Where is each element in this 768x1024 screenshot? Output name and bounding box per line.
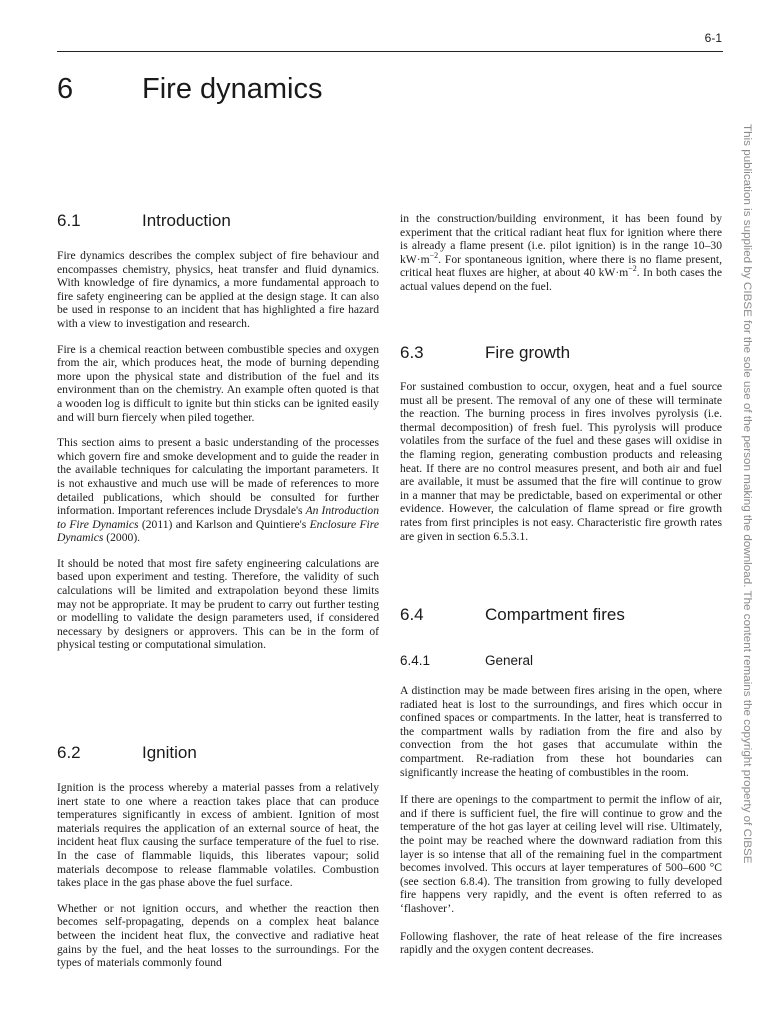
top-rule bbox=[57, 51, 723, 52]
book-title: An Introduction to Fire Dynamics bbox=[57, 504, 379, 531]
chapter-number: 6 bbox=[57, 73, 74, 105]
paragraph: For sustained combustion to occur, oxygen, heat and a fuel source must all be present. The removal of any one of these will terminate the reaction. The burning process in fires involves pyrolysis (i.e. thermal decomposition) of fresh fuel. This pyrolysis will produce volatiles from the surface of the fuel and these gases will oxidise in the flaming region, generating combustion products and releasing heat. If there are no control measures present, and both air and fuel are available, it must be assumed that the fire will continue to grow in a manner that may be predictable, based on experimental or other evidence. However, the calculation of flame spread or fire growth rates from first principles is not easy. Characteristic fire growth rates are given in section 6.5.3.1. bbox=[400, 380, 722, 543]
section-title: Ignition bbox=[142, 743, 197, 762]
page-number: 6-1 bbox=[704, 31, 722, 45]
section-6-2-body bbox=[57, 781, 379, 970]
text-run: (2000). bbox=[103, 531, 141, 545]
paragraph: Following flashover, the rate of heat release of the fire increases rapidly and the oxygen content decreases. bbox=[400, 929, 722, 957]
exponent: −2 bbox=[628, 264, 637, 274]
copyright-sidebar bbox=[737, 124, 753, 864]
section-title: Compartment fires bbox=[485, 605, 625, 624]
section-number: 6.4 bbox=[400, 605, 424, 624]
text-run: in the construction/building environment, it has been found by experiment that the critical radiant heat flux for ignition where there is already a flame present (i.e. pilot ignition) is in the range 10–30 kW·m bbox=[400, 212, 722, 266]
paragraph: It should be noted that most fire safety engineering calculations are based upon experiment and testing. Therefore, the validity of such calculations will be limited and extrapolation beyond these limits may not be appropriate. It may be prudent to carry out further testing or modelling to validate the design parameters used, if considered necessary by designers or approvers. This can be in the form of physical testing or computational simulation. bbox=[57, 556, 379, 652]
paragraph bbox=[400, 212, 722, 294]
paragraph: Ignition is the process whereby a material passes from a relatively inert state to one where a reaction takes place that can produce temperatures significantly in excess of ambient. Ignition of most materials requires the application of an external source of heat, the incident heat flux causing the surface temperature of the fuel to rise. In the case of flammable liquids, this liberates vapour; solid materials decompose to release flammable volatiles. Combustion takes place in the gas phase above the fuel surface. bbox=[57, 781, 379, 890]
section-number: 6.3 bbox=[400, 343, 424, 362]
section-6-2-continued bbox=[400, 212, 722, 294]
paragraph: Fire is a chemical reaction between combustible species and oxygen from the air, which produces heat, the mode of burning depending more upon the physical state and distribution of the fuel and its environment than on the chemistry. An example often quoted is that a wooden log is difficult to ignite but thin sticks can be ignited easily and will burn fiercely when piled together. bbox=[57, 342, 379, 424]
text-run: . In both cases the actual values depend on the fuel. bbox=[400, 266, 722, 293]
section-6-1-body bbox=[57, 249, 379, 652]
section-title: Introduction bbox=[142, 211, 231, 230]
paragraph: A distinction may be made between fires arising in the open, where radiated heat is lost to the surroundings, and fires which occur in confined spaces or compartments. In the latter, heat is transferred to the compartment walls by radiation from the fire and also by convection from the hot gases that accumulate within the compartment. Re-radiation from these hot boundaries can significantly increase the heating of combustibles in the room. bbox=[400, 684, 722, 779]
text-run: This section aims to present a basic understanding of the processes which govern fire and smoke development and to guide the reader in the available techniques for calculating the important parameters. It is not exhaustive and much use will be made of references to more detailed publications, which should be consulted for further information. Important references include Drysdale's bbox=[57, 436, 379, 518]
subsection-number: 6.4.1 bbox=[400, 653, 431, 668]
book-title: Enclosure Fire Dynamics bbox=[57, 517, 379, 545]
chapter-title: Fire dynamics bbox=[142, 73, 323, 105]
section-6-4-body bbox=[400, 684, 722, 957]
section-number: 6.2 bbox=[57, 743, 81, 762]
text-run: (2011) and Karlson and Quintiere's bbox=[138, 517, 310, 531]
section-title: Fire growth bbox=[485, 343, 571, 362]
paragraph: If there are openings to the compartment to permit the inflow of air, and if there is sufficient fuel, the fire will continue to grow and the temperature of the hot gas layer at ceiling level will rise. Ultimately, the point may be reached where the downward radiation from this layer is so intense that all of the remaining fuel in the compartment becomes involved. This occurs at layer temperatures of 500–600 °C (see section 6.8.4). The transition from growing to fully developed fire happens very rapidly, and the event is often referred to as ‘flashover’. bbox=[400, 793, 722, 915]
copyright-notice: This publication is supplied by CIBSE for the sole use of the person making the download. The content remains the copyright property of CIBSE bbox=[741, 124, 753, 864]
exponent: −2 bbox=[429, 250, 439, 260]
section-number: 6.1 bbox=[57, 211, 81, 230]
paragraph: Fire dynamics describes the complex subject of fire behaviour and encompasses chemistry, physics, heat transfer and fluid dynamics. With knowledge of fire dynamics, a more fundamental approach to fire safety engineering can be applied at the design stage. It can also be used in response to an incident that has highlighted a fire hazard with a view to investigation and research. bbox=[57, 249, 379, 330]
paragraph: Whether or not ignition occurs, and whether the reaction then becomes self-propagating, depends on a complex heat balance between the incident heat flux, the convective and radiative heat gains by the fuel, and the heat losses to the surroundings. For the types of materials commonly found bbox=[57, 901, 379, 970]
paragraph bbox=[57, 436, 379, 545]
subsection-title: General bbox=[485, 653, 534, 668]
text-run: . For spontaneous ignition, where there is no flame present, critical heat fluxes are higher, at about 40 kW·m bbox=[400, 252, 722, 280]
section-6-3-body bbox=[400, 380, 722, 543]
